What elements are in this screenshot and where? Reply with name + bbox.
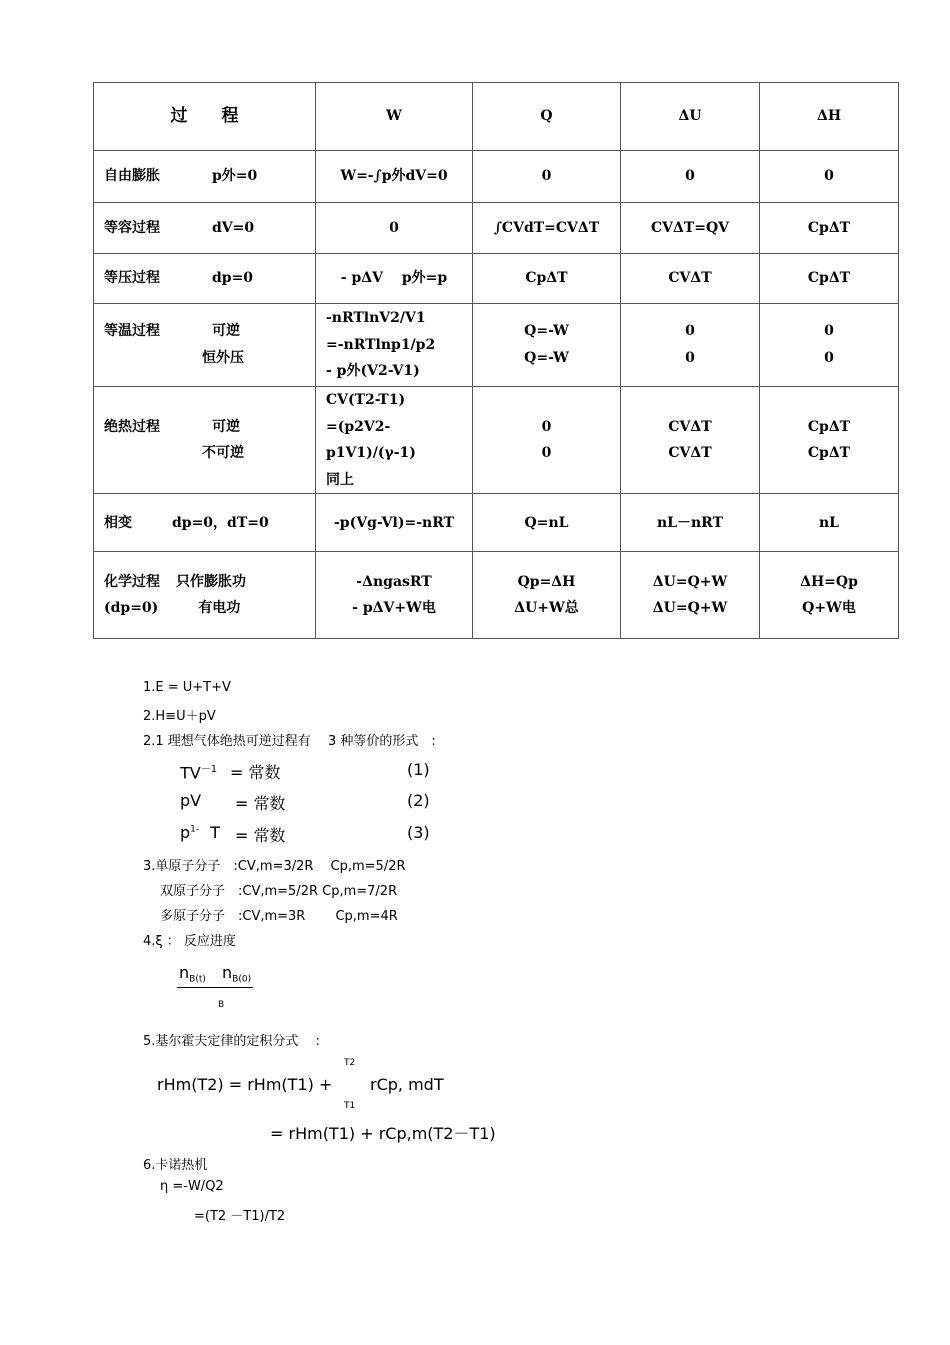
xi-fraction: $n_{B(t)}$ $n_{B(0)}$	[177, 963, 253, 988]
kirchhoff-line-2: = rHm(T1) + rCp,m(T2－T1)	[270, 1124, 496, 1143]
cell-q: Qp=ΔH ΔU+W总	[473, 552, 621, 639]
cell-du: 0 0	[621, 304, 760, 387]
note-6: 6.卡诺热机	[143, 1158, 208, 1173]
cell-du: CVΔT CVΔT	[621, 387, 760, 494]
note-5: 5.基尔霍夫定律的定积分式 :	[143, 1034, 320, 1049]
cell-q: 0 0	[473, 387, 621, 494]
kirchhoff-integrand: rCp, mdT	[370, 1075, 444, 1094]
carnot-efficiency-2: =(T2 －T1)/T2	[194, 1209, 286, 1224]
note-2-1: 2.1 理想气体绝热可逆过程有 3 种等价的形式 :	[143, 734, 436, 749]
cell-du: CVΔT	[621, 254, 760, 304]
row-name: 自由膨胀 p外=0	[94, 151, 316, 203]
cell-dh: nL	[760, 494, 899, 552]
cell-dh: ΔH=Qp Q+W电	[760, 552, 899, 639]
xi-denominator: B	[218, 1000, 225, 1010]
header-du: ΔU	[621, 83, 760, 151]
header-q: Q	[473, 83, 621, 151]
integral-upper: T2	[344, 1058, 356, 1068]
header-w: W	[316, 83, 473, 151]
note-3b: 双原子分子 :CV,m=5/2R Cp,m=7/2R	[160, 884, 398, 899]
equation-1-rhs: = 常数	[230, 763, 281, 782]
cell-q: Q=nL	[473, 494, 621, 552]
cell-w: -p(Vg-Vl)=-nRT	[316, 494, 473, 552]
row-name: 等容过程 dV=0	[94, 203, 316, 254]
carnot-efficiency-1: η =-W/Q2	[160, 1179, 224, 1194]
cell-q: ∫CVdT=CVΔT	[473, 203, 621, 254]
cell-w: CV(T2-T1) =(p2V2-p1V1)/(γ-1) 同上	[316, 387, 473, 494]
table-row	[94, 254, 899, 304]
row-name: 相变 dp=0，dT=0	[94, 494, 316, 552]
header-dh: ΔH	[760, 83, 899, 151]
row-name: 绝热过程 可逆 不可逆	[94, 387, 316, 494]
cell-w: -ΔngasRT - pΔV+W电	[316, 552, 473, 639]
cell-du: ΔU=Q+W ΔU=Q+W	[621, 552, 760, 639]
cell-q: Q=-W Q=-W	[473, 304, 621, 387]
cell-q: 0	[473, 151, 621, 203]
equation-2-rhs: = 常数	[235, 794, 286, 813]
note-2: 2.H≡U＋pV	[143, 709, 216, 724]
cell-w: W=-∫p外dV=0	[316, 151, 473, 203]
note-3c: 多原子分子 :CV,m=3R Cp,m=4R	[160, 909, 398, 924]
cell-du: 0	[621, 151, 760, 203]
table-row	[94, 552, 899, 639]
cell-du: nL－nRT	[621, 494, 760, 552]
cell-q: CpΔT	[473, 254, 621, 304]
table-row	[94, 387, 899, 494]
equation-1-number: (1)	[407, 760, 430, 779]
cell-dh: 0 0	[760, 304, 899, 387]
row-name: 等温过程 可逆 恒外压	[94, 304, 316, 387]
note-1: 1.E = U+T+V	[143, 680, 231, 695]
header-process: 过 程	[94, 83, 316, 151]
table-row	[94, 494, 899, 552]
cell-dh: CpΔT	[760, 254, 899, 304]
equation-3-number: (3)	[407, 823, 430, 842]
cell-w: - pΔV p外=p	[316, 254, 473, 304]
equation-2: pV	[180, 791, 202, 810]
cell-dh: CpΔT CpΔT	[760, 387, 899, 494]
cell-du: CVΔT=QV	[621, 203, 760, 254]
note-4: 4.ξ ： 反应进度	[143, 934, 236, 949]
equation-3-rhs: = 常数	[235, 826, 286, 845]
equation-1: $TV^{-1}$	[180, 763, 218, 783]
row-name: 化学过程 只作膨胀功 (dp=0) 有电功	[94, 552, 316, 639]
integral-lower: T1	[344, 1101, 356, 1111]
kirchhoff-line-1: rHm(T2) = rHm(T1) +	[157, 1075, 333, 1094]
cell-dh: CpΔT	[760, 203, 899, 254]
process-table	[93, 82, 899, 639]
cell-dh: 0	[760, 151, 899, 203]
table-row	[94, 203, 899, 254]
cell-w: -nRTlnV2/V1 =-nRTlnp1/p2 - p外(V2-V1)	[316, 304, 473, 387]
cell-w: 0	[316, 203, 473, 254]
equation-2-number: (2)	[407, 791, 430, 810]
table-header-row	[94, 83, 899, 151]
row-name: 等压过程 dp=0	[94, 254, 316, 304]
table-row	[94, 304, 899, 387]
table-row	[94, 151, 899, 203]
equation-3: $p^{1-}$ T	[180, 823, 221, 842]
note-3a: 3.单原子分子 :CV,m=3/2R Cp,m=5/2R	[143, 859, 406, 874]
